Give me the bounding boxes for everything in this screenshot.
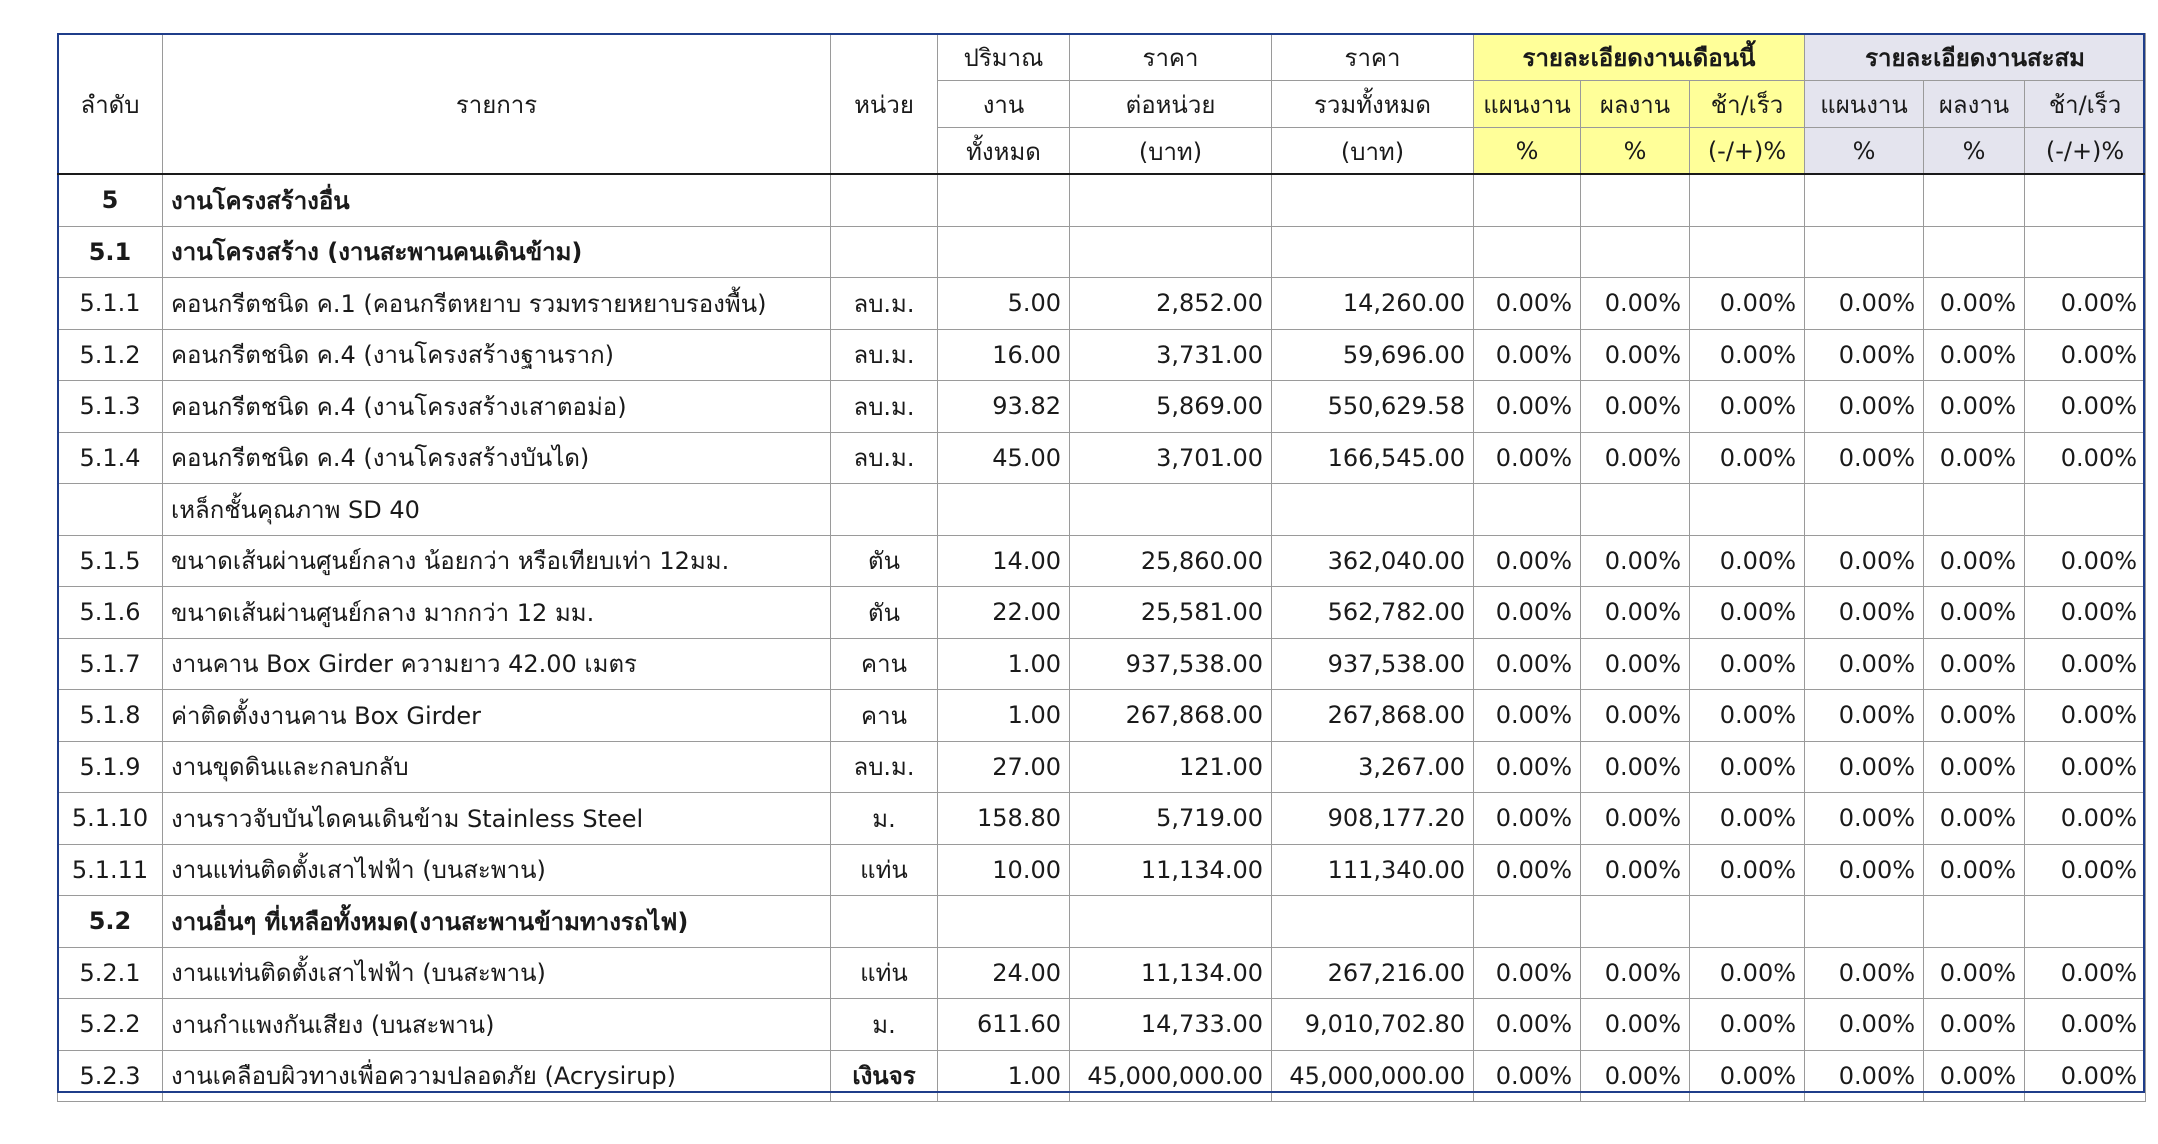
row-qty: 1.00 xyxy=(938,690,1070,742)
row-cum-diff: 0.00% xyxy=(2025,793,2146,845)
row-qty: 5.00 xyxy=(938,278,1070,330)
row-cum-result: 0.00% xyxy=(1924,638,2025,690)
table-row xyxy=(58,432,2146,484)
row-item: งานราวจับบันไดคนเดินข้าม Stainless Steel xyxy=(163,793,831,845)
row-cum-result: 0.00% xyxy=(1924,278,2025,330)
empty-cell xyxy=(1805,484,1924,536)
row-qty: 16.00 xyxy=(938,329,1070,381)
row-cum-result: 0.00% xyxy=(1924,844,2025,896)
row-cum-diff: 0.00% xyxy=(2025,638,2146,690)
row-month-diff: 0.00% xyxy=(1690,947,1805,999)
row-seq: 5.1.11 xyxy=(58,844,163,896)
row-unit: ลบ.ม. xyxy=(831,381,938,433)
header-total-price-3: (บาท) xyxy=(1272,128,1474,175)
row-unit: ม. xyxy=(831,999,938,1051)
row-cum-plan: 0.00% xyxy=(1805,1050,1924,1102)
row-seq: 5.1.9 xyxy=(58,741,163,793)
row-cum-plan: 0.00% xyxy=(1805,638,1924,690)
row-total: 562,782.00 xyxy=(1272,587,1474,639)
empty-cell xyxy=(831,484,938,536)
row-unit-price: 3,701.00 xyxy=(1070,432,1272,484)
row-total: 908,177.20 xyxy=(1272,793,1474,845)
row-month-diff: 0.00% xyxy=(1690,278,1805,330)
row-seq: 5.1.5 xyxy=(58,535,163,587)
row-seq: 5 xyxy=(58,175,163,227)
row-item: คอนกรีตชนิด ค.4 (งานโครงสร้างเสาตอม่อ) xyxy=(163,381,831,433)
row-month-diff: 0.00% xyxy=(1690,741,1805,793)
empty-cell xyxy=(1805,896,1924,948)
row-unit-price: 14,733.00 xyxy=(1070,999,1272,1051)
row-unit-price: 121.00 xyxy=(1070,741,1272,793)
row-month-diff: 0.00% xyxy=(1690,587,1805,639)
row-qty: 93.82 xyxy=(938,381,1070,433)
header-month-plan-pct: % xyxy=(1474,128,1581,175)
row-month-diff: 0.00% xyxy=(1690,381,1805,433)
row-qty: 14.00 xyxy=(938,535,1070,587)
empty-cell xyxy=(1070,226,1272,278)
empty-cell xyxy=(938,896,1070,948)
row-cum-result: 0.00% xyxy=(1924,793,2025,845)
header-unit-price-3: (บาท) xyxy=(1070,128,1272,175)
empty-cell xyxy=(1690,896,1805,948)
row-month-result: 0.00% xyxy=(1581,1050,1690,1102)
row-unit: เงินจร xyxy=(831,1050,938,1102)
empty-cell xyxy=(1474,226,1581,278)
empty-cell xyxy=(831,175,938,227)
row-cum-result: 0.00% xyxy=(1924,741,2025,793)
progress-table xyxy=(57,33,2146,1102)
row-cum-diff: 0.00% xyxy=(2025,329,2146,381)
table-row xyxy=(58,793,2146,845)
row-item: คอนกรีตชนิด ค.4 (งานโครงสร้างฐานราก) xyxy=(163,329,831,381)
header-month-result-pct: % xyxy=(1581,128,1690,175)
row-month-diff: 0.00% xyxy=(1690,329,1805,381)
row-item: ค่าติดตั้งงานคาน Box Girder xyxy=(163,690,831,742)
header-item: รายการ xyxy=(163,34,831,175)
empty-cell xyxy=(2025,896,2146,948)
row-cum-plan: 0.00% xyxy=(1805,844,1924,896)
table-row xyxy=(58,381,2146,433)
row-qty: 10.00 xyxy=(938,844,1070,896)
header-cum-result: ผลงาน xyxy=(1924,81,2025,128)
row-cum-result: 0.00% xyxy=(1924,1050,2025,1102)
row-month-result: 0.00% xyxy=(1581,947,1690,999)
header-total-price-1: ราคา xyxy=(1272,34,1474,81)
header-cum-diff-pct: (-/+)% xyxy=(2025,128,2146,175)
row-cum-diff: 0.00% xyxy=(2025,741,2146,793)
row-unit-price: 25,581.00 xyxy=(1070,587,1272,639)
row-unit: ลบ.ม. xyxy=(831,741,938,793)
row-month-result: 0.00% xyxy=(1581,432,1690,484)
row-month-result: 0.00% xyxy=(1581,535,1690,587)
row-total: 550,629.58 xyxy=(1272,381,1474,433)
empty-cell xyxy=(831,896,938,948)
empty-cell xyxy=(2025,175,2146,227)
row-cum-plan: 0.00% xyxy=(1805,381,1924,433)
row-item: งานกำแพงกันเสียง (บนสะพาน) xyxy=(163,999,831,1051)
row-seq: 5.1.2 xyxy=(58,329,163,381)
empty-cell xyxy=(1690,226,1805,278)
empty-cell xyxy=(1805,226,1924,278)
row-unit-price: 45,000,000.00 xyxy=(1070,1050,1272,1102)
row-month-plan: 0.00% xyxy=(1474,690,1581,742)
row-month-diff: 0.00% xyxy=(1690,638,1805,690)
row-cum-plan: 0.00% xyxy=(1805,793,1924,845)
row-cum-result: 0.00% xyxy=(1924,535,2025,587)
row-qty: 158.80 xyxy=(938,793,1070,845)
row-month-plan: 0.00% xyxy=(1474,638,1581,690)
empty-cell xyxy=(1272,484,1474,536)
row-month-diff: 0.00% xyxy=(1690,432,1805,484)
table-header xyxy=(58,34,2146,175)
table-row xyxy=(58,484,2146,536)
empty-cell xyxy=(938,175,1070,227)
row-total: 267,868.00 xyxy=(1272,690,1474,742)
row-cum-result: 0.00% xyxy=(1924,381,2025,433)
row-cum-diff: 0.00% xyxy=(2025,844,2146,896)
row-item: ขนาดเส้นผ่านศูนย์กลาง มากกว่า 12 มม. xyxy=(163,587,831,639)
row-cum-result: 0.00% xyxy=(1924,587,2025,639)
header-cum-plan: แผนงาน xyxy=(1805,81,1924,128)
row-cum-plan: 0.00% xyxy=(1805,587,1924,639)
row-month-diff: 0.00% xyxy=(1690,844,1805,896)
row-item: งานโครงสร้าง (งานสะพานคนเดินข้าม) xyxy=(163,226,831,278)
empty-cell xyxy=(1070,896,1272,948)
table-row xyxy=(58,329,2146,381)
row-month-plan: 0.00% xyxy=(1474,432,1581,484)
row-seq: 5.1.7 xyxy=(58,638,163,690)
row-month-result: 0.00% xyxy=(1581,329,1690,381)
row-total: 166,545.00 xyxy=(1272,432,1474,484)
row-item: งานแท่นติดตั้งเสาไฟฟ้า (บนสะพาน) xyxy=(163,947,831,999)
row-total: 267,216.00 xyxy=(1272,947,1474,999)
header-cum-diff: ช้า/เร็ว xyxy=(2025,81,2146,128)
row-month-plan: 0.00% xyxy=(1474,844,1581,896)
empty-cell xyxy=(1272,175,1474,227)
row-unit-price: 937,538.00 xyxy=(1070,638,1272,690)
empty-cell xyxy=(1272,896,1474,948)
row-item: คอนกรีตชนิด ค.1 (คอนกรีตหยาบ รวมทรายหยาบรองพื้น) xyxy=(163,278,831,330)
table-body xyxy=(58,175,2146,1102)
row-cum-diff: 0.00% xyxy=(2025,1050,2146,1102)
empty-cell xyxy=(1924,175,2025,227)
empty-cell xyxy=(1474,896,1581,948)
table-row xyxy=(58,587,2146,639)
row-month-diff: 0.00% xyxy=(1690,1050,1805,1102)
row-cum-plan: 0.00% xyxy=(1805,329,1924,381)
row-total: 937,538.00 xyxy=(1272,638,1474,690)
empty-cell xyxy=(1690,484,1805,536)
row-seq: 5.1.4 xyxy=(58,432,163,484)
empty-cell xyxy=(1272,226,1474,278)
row-month-result: 0.00% xyxy=(1581,638,1690,690)
row-cum-plan: 0.00% xyxy=(1805,690,1924,742)
row-month-plan: 0.00% xyxy=(1474,999,1581,1051)
row-cum-diff: 0.00% xyxy=(2025,947,2146,999)
row-item: งานอื่นๆ ที่เหลือทั้งหมด(งานสะพานข้ามทางรถไฟ) xyxy=(163,896,831,948)
header-total-price-2: รวมทั้งหมด xyxy=(1272,81,1474,128)
row-month-plan: 0.00% xyxy=(1474,329,1581,381)
header-unit-price-1: ราคา xyxy=(1070,34,1272,81)
empty-cell xyxy=(1070,484,1272,536)
header-unit-price-2: ต่อหน่วย xyxy=(1070,81,1272,128)
row-seq: 5.1.10 xyxy=(58,793,163,845)
header-seq: ลำดับ xyxy=(58,34,163,175)
row-cum-diff: 0.00% xyxy=(2025,278,2146,330)
table-row xyxy=(58,278,2146,330)
row-cum-result: 0.00% xyxy=(1924,432,2025,484)
row-total: 45,000,000.00 xyxy=(1272,1050,1474,1102)
row-month-plan: 0.00% xyxy=(1474,741,1581,793)
row-month-plan: 0.00% xyxy=(1474,381,1581,433)
row-cum-diff: 0.00% xyxy=(2025,587,2146,639)
header-cum-plan-pct: % xyxy=(1805,128,1924,175)
row-month-plan: 0.00% xyxy=(1474,535,1581,587)
table-row xyxy=(58,1050,2146,1102)
row-unit-price: 5,719.00 xyxy=(1070,793,1272,845)
row-month-result: 0.00% xyxy=(1581,741,1690,793)
row-month-result: 0.00% xyxy=(1581,999,1690,1051)
header-month-diff: ช้า/เร็ว xyxy=(1690,81,1805,128)
row-month-result: 0.00% xyxy=(1581,587,1690,639)
row-cum-result: 0.00% xyxy=(1924,690,2025,742)
row-month-diff: 0.00% xyxy=(1690,535,1805,587)
row-cum-plan: 0.00% xyxy=(1805,999,1924,1051)
row-unit-price: 3,731.00 xyxy=(1070,329,1272,381)
empty-cell xyxy=(2025,484,2146,536)
row-cum-result: 0.00% xyxy=(1924,947,2025,999)
header-this-month: รายละเอียดงานเดือนนี้ xyxy=(1474,34,1805,81)
row-unit-price: 11,134.00 xyxy=(1070,844,1272,896)
row-total: 3,267.00 xyxy=(1272,741,1474,793)
header-cumulative: รายละเอียดงานสะสม xyxy=(1805,34,2146,81)
empty-cell xyxy=(831,226,938,278)
row-qty: 24.00 xyxy=(938,947,1070,999)
empty-cell xyxy=(1474,484,1581,536)
row-cum-plan: 0.00% xyxy=(1805,535,1924,587)
row-seq: 5.2.2 xyxy=(58,999,163,1051)
row-item: เหล็กชั้นคุณภาพ SD 40 xyxy=(163,484,831,536)
header-cum-result-pct: % xyxy=(1924,128,2025,175)
empty-cell xyxy=(1924,484,2025,536)
empty-cell xyxy=(1474,175,1581,227)
row-unit: แท่น xyxy=(831,947,938,999)
section-row xyxy=(58,226,2146,278)
row-unit: ตัน xyxy=(831,535,938,587)
row-unit-price: 25,860.00 xyxy=(1070,535,1272,587)
empty-cell xyxy=(1581,226,1690,278)
row-cum-diff: 0.00% xyxy=(2025,690,2146,742)
empty-cell xyxy=(938,484,1070,536)
empty-cell xyxy=(1581,896,1690,948)
row-month-diff: 0.00% xyxy=(1690,690,1805,742)
table-row xyxy=(58,999,2146,1051)
header-month-plan: แผนงาน xyxy=(1474,81,1581,128)
empty-cell xyxy=(938,226,1070,278)
section-row xyxy=(58,896,2146,948)
row-cum-result: 0.00% xyxy=(1924,999,2025,1051)
row-unit-price: 267,868.00 xyxy=(1070,690,1272,742)
row-seq xyxy=(58,484,163,536)
row-unit: ลบ.ม. xyxy=(831,329,938,381)
row-total: 111,340.00 xyxy=(1272,844,1474,896)
table-row xyxy=(58,690,2146,742)
row-seq: 5.1.1 xyxy=(58,278,163,330)
row-cum-plan: 0.00% xyxy=(1805,278,1924,330)
row-qty: 1.00 xyxy=(938,1050,1070,1102)
row-total: 14,260.00 xyxy=(1272,278,1474,330)
row-item: งานแท่นติดตั้งเสาไฟฟ้า (บนสะพาน) xyxy=(163,844,831,896)
row-unit: ลบ.ม. xyxy=(831,432,938,484)
row-unit: ตัน xyxy=(831,587,938,639)
row-month-plan: 0.00% xyxy=(1474,278,1581,330)
header-unit: หน่วย xyxy=(831,34,938,175)
table-row xyxy=(58,947,2146,999)
row-qty: 1.00 xyxy=(938,638,1070,690)
row-month-diff: 0.00% xyxy=(1690,793,1805,845)
empty-cell xyxy=(1924,226,2025,278)
row-cum-plan: 0.00% xyxy=(1805,432,1924,484)
row-item: งานขุดดินและกลบกลับ xyxy=(163,741,831,793)
row-seq: 5.2 xyxy=(58,896,163,948)
row-unit: แท่น xyxy=(831,844,938,896)
row-item: งานคาน Box Girder ความยาว 42.00 เมตร xyxy=(163,638,831,690)
header-qty-3: ทั้งหมด xyxy=(938,128,1070,175)
table-row xyxy=(58,638,2146,690)
row-qty: 45.00 xyxy=(938,432,1070,484)
row-cum-diff: 0.00% xyxy=(2025,432,2146,484)
row-unit: คาน xyxy=(831,638,938,690)
row-cum-plan: 0.00% xyxy=(1805,947,1924,999)
row-qty: 27.00 xyxy=(938,741,1070,793)
row-item: คอนกรีตชนิด ค.4 (งานโครงสร้างบันได) xyxy=(163,432,831,484)
row-total: 362,040.00 xyxy=(1272,535,1474,587)
row-seq: 5.2.1 xyxy=(58,947,163,999)
row-month-plan: 0.00% xyxy=(1474,1050,1581,1102)
row-unit: ม. xyxy=(831,793,938,845)
row-item: งานโครงสร้างอื่น xyxy=(163,175,831,227)
table-row xyxy=(58,844,2146,896)
row-unit-price: 5,869.00 xyxy=(1070,381,1272,433)
header-qty-2: งาน xyxy=(938,81,1070,128)
row-cum-result: 0.00% xyxy=(1924,329,2025,381)
row-cum-plan: 0.00% xyxy=(1805,741,1924,793)
row-unit-price: 11,134.00 xyxy=(1070,947,1272,999)
row-cum-diff: 0.00% xyxy=(2025,999,2146,1051)
row-item: งานเคลือบผิวทางเพื่อความปลอดภัย (Acrysirup) xyxy=(163,1050,831,1102)
row-seq: 5.1.8 xyxy=(58,690,163,742)
row-month-result: 0.00% xyxy=(1581,278,1690,330)
empty-cell xyxy=(1924,896,2025,948)
row-month-result: 0.00% xyxy=(1581,381,1690,433)
row-seq: 5.2.3 xyxy=(58,1050,163,1102)
empty-cell xyxy=(1070,175,1272,227)
row-unit: ลบ.ม. xyxy=(831,278,938,330)
row-month-plan: 0.00% xyxy=(1474,793,1581,845)
header-month-diff-pct: (-/+)% xyxy=(1690,128,1805,175)
row-seq: 5.1 xyxy=(58,226,163,278)
row-month-plan: 0.00% xyxy=(1474,947,1581,999)
table-row xyxy=(58,535,2146,587)
row-month-diff: 0.00% xyxy=(1690,999,1805,1051)
empty-cell xyxy=(1690,175,1805,227)
section-row xyxy=(58,175,2146,227)
row-cum-diff: 0.00% xyxy=(2025,535,2146,587)
row-month-plan: 0.00% xyxy=(1474,587,1581,639)
row-month-result: 0.00% xyxy=(1581,844,1690,896)
row-item: ขนาดเส้นผ่านศูนย์กลาง น้อยกว่า หรือเทียบเท่า 12มม. xyxy=(163,535,831,587)
row-qty: 22.00 xyxy=(938,587,1070,639)
empty-cell xyxy=(1805,175,1924,227)
row-month-result: 0.00% xyxy=(1581,793,1690,845)
table-row xyxy=(58,741,2146,793)
empty-cell xyxy=(2025,226,2146,278)
row-unit-price: 2,852.00 xyxy=(1070,278,1272,330)
header-month-result: ผลงาน xyxy=(1581,81,1690,128)
row-qty: 611.60 xyxy=(938,999,1070,1051)
row-total: 59,696.00 xyxy=(1272,329,1474,381)
row-cum-diff: 0.00% xyxy=(2025,381,2146,433)
empty-cell xyxy=(1581,175,1690,227)
row-seq: 5.1.3 xyxy=(58,381,163,433)
row-seq: 5.1.6 xyxy=(58,587,163,639)
header-qty-1: ปริมาณ xyxy=(938,34,1070,81)
row-unit: คาน xyxy=(831,690,938,742)
row-total: 9,010,702.80 xyxy=(1272,999,1474,1051)
empty-cell xyxy=(1581,484,1690,536)
row-month-result: 0.00% xyxy=(1581,690,1690,742)
